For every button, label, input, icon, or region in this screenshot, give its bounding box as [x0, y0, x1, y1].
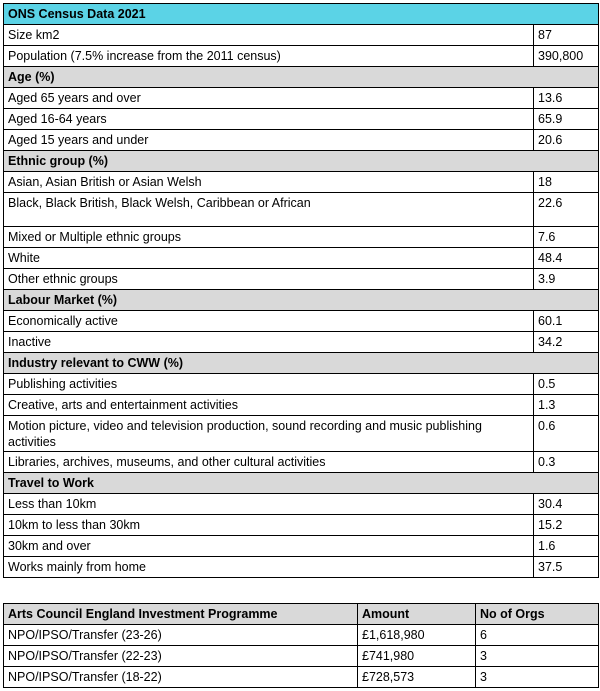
row-label: Less than 10km — [4, 494, 534, 515]
census-title: ONS Census Data 2021 — [4, 4, 599, 25]
row-value: 0.3 — [534, 452, 599, 473]
programme-cell: NPO/IPSO/Transfer (22-23) — [4, 646, 358, 667]
table-row — [4, 452, 599, 473]
section-header-row — [4, 290, 599, 311]
row-value: 48.4 — [534, 248, 599, 269]
row-label: White — [4, 248, 534, 269]
section-header-row — [4, 151, 599, 172]
table-row — [4, 248, 599, 269]
table-row — [4, 25, 599, 46]
row-label: Aged 65 years and over — [4, 88, 534, 109]
table-row — [4, 130, 599, 151]
table-row — [4, 46, 599, 67]
row-label: Libraries, archives, museums, and other cultural activities — [4, 452, 534, 473]
amount-cell: £741,980 — [358, 646, 476, 667]
row-label: 30km and over — [4, 536, 534, 557]
table-row — [4, 646, 599, 667]
orgs-cell: 3 — [476, 646, 599, 667]
section-header-industry: Industry relevant to CWW (%) — [4, 353, 599, 374]
row-value: 1.3 — [534, 395, 599, 416]
programme-cell: NPO/IPSO/Transfer (18-22) — [4, 667, 358, 688]
row-value: 390,800 — [534, 46, 599, 67]
row-value: 1.6 — [534, 536, 599, 557]
row-value: 3.9 — [534, 269, 599, 290]
row-label: Publishing activities — [4, 374, 534, 395]
row-value: 60.1 — [534, 311, 599, 332]
row-value: 0.5 — [534, 374, 599, 395]
programme-cell: NPO/IPSO/Transfer (23-26) — [4, 625, 358, 646]
row-label: 10km to less than 30km — [4, 515, 534, 536]
table-header-row — [4, 604, 599, 625]
table-row — [4, 88, 599, 109]
table-row — [4, 193, 599, 227]
row-value: 34.2 — [534, 332, 599, 353]
census-title-row — [4, 4, 599, 25]
table-row — [4, 374, 599, 395]
row-label: Black, Black British, Black Welsh, Caribbean or African — [4, 193, 534, 227]
row-label: Economically active — [4, 311, 534, 332]
row-value: 20.6 — [534, 130, 599, 151]
table-row — [4, 109, 599, 130]
row-value: 18 — [534, 172, 599, 193]
orgs-cell: 3 — [476, 667, 599, 688]
row-label: Population (7.5% increase from the 2011 census) — [4, 46, 534, 67]
census-table — [3, 3, 599, 578]
row-value: 13.6 — [534, 88, 599, 109]
table-row — [4, 311, 599, 332]
section-header-ethnic: Ethnic group (%) — [4, 151, 599, 172]
row-value: 7.6 — [534, 227, 599, 248]
row-label: Other ethnic groups — [4, 269, 534, 290]
table-row — [4, 172, 599, 193]
section-header-row — [4, 473, 599, 494]
amount-cell: £1,618,980 — [358, 625, 476, 646]
column-header-amount: Amount — [358, 604, 476, 625]
row-value: 37.5 — [534, 557, 599, 578]
table-row — [4, 536, 599, 557]
row-value: 22.6 — [534, 193, 599, 227]
row-value: 87 — [534, 25, 599, 46]
section-header-labour: Labour Market (%) — [4, 290, 599, 311]
row-label: Mixed or Multiple ethnic groups — [4, 227, 534, 248]
row-value: 0.6 — [534, 416, 599, 452]
row-value: 15.2 — [534, 515, 599, 536]
row-label: Works mainly from home — [4, 557, 534, 578]
row-label: Aged 15 years and under — [4, 130, 534, 151]
section-header-age: Age (%) — [4, 67, 599, 88]
section-header-row — [4, 67, 599, 88]
row-label: Size km2 — [4, 25, 534, 46]
row-label: Motion picture, video and television production, sound recording and music publishing activities — [4, 416, 534, 452]
row-label: Aged 16-64 years — [4, 109, 534, 130]
row-value: 30.4 — [534, 494, 599, 515]
column-header-programme: Arts Council England Investment Programme — [4, 604, 358, 625]
arts-council-table — [3, 603, 599, 688]
row-label: Asian, Asian British or Asian Welsh — [4, 172, 534, 193]
table-row — [4, 269, 599, 290]
table-row — [4, 332, 599, 353]
row-label: Inactive — [4, 332, 534, 353]
amount-cell: £728,573 — [358, 667, 476, 688]
table-row — [4, 625, 599, 646]
table-row — [4, 515, 599, 536]
table-row — [4, 227, 599, 248]
section-header-travel: Travel to Work — [4, 473, 599, 494]
table-row — [4, 557, 599, 578]
section-header-row — [4, 353, 599, 374]
table-row — [4, 667, 599, 688]
row-label: Creative, arts and entertainment activities — [4, 395, 534, 416]
orgs-cell: 6 — [476, 625, 599, 646]
column-header-orgs: No of Orgs — [476, 604, 599, 625]
table-row — [4, 494, 599, 515]
table-row — [4, 416, 599, 452]
table-row — [4, 395, 599, 416]
row-value: 65.9 — [534, 109, 599, 130]
